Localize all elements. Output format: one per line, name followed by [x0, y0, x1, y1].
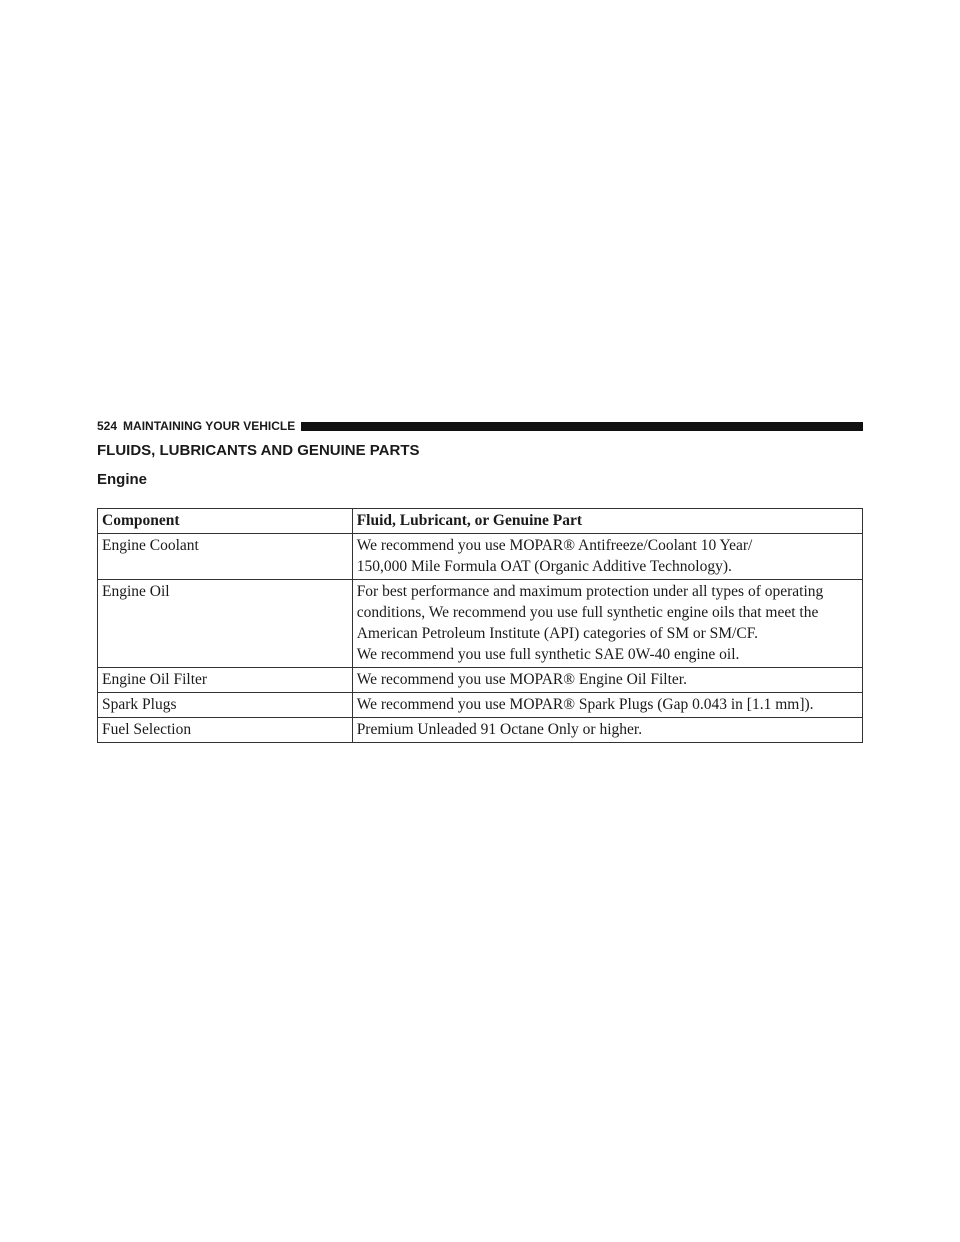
page-number: 524 — [97, 419, 118, 433]
page-header — [97, 418, 863, 434]
table-row — [98, 668, 863, 693]
row-fluid-line: We recommend you use MOPAR® Spark Plugs (Gap 0.043 in [1.1 mm]). — [356, 696, 814, 713]
row-fluid-line: 150,000 Mile Formula OAT (Organic Additive Technology). — [356, 558, 732, 575]
row-component: Spark Plugs — [98, 693, 353, 718]
section-title: FLUIDS, LUBRICANTS AND GENUINE PARTS — [97, 442, 420, 459]
row-fluid — [352, 534, 862, 580]
column-header-fluid: Fluid, Lubricant, or Genuine Part — [352, 509, 862, 534]
row-fluid-line: We recommend you use MOPAR® Antifreeze/Coolant 10 Year/ — [356, 537, 753, 554]
row-fluid — [352, 668, 862, 693]
subsection-title: Engine — [97, 471, 148, 488]
row-fluid — [352, 693, 862, 718]
table-header-row — [98, 509, 863, 534]
row-fluid — [352, 718, 862, 743]
table-row — [98, 718, 863, 743]
row-component: Engine Coolant — [98, 534, 353, 580]
row-fluid-line: Premium Unleaded 91 Octane Only or higher. — [356, 721, 643, 738]
row-fluid-line: We recommend you use full synthetic SAE 0W-40 engine oil. — [356, 646, 740, 663]
table-row — [98, 534, 863, 580]
header-rule — [301, 422, 863, 431]
column-header-component: Component — [98, 509, 353, 534]
row-fluid-line: American Petroleum Institute (API) categories of SM or SM/CF. — [356, 625, 758, 642]
row-component: Engine Oil Filter — [98, 668, 353, 693]
row-fluid-line: We recommend you use MOPAR® Engine Oil Filter. — [356, 671, 687, 688]
row-component: Fuel Selection — [98, 718, 353, 743]
row-component: Engine Oil — [98, 580, 353, 668]
row-fluid-line: conditions, We recommend you use full synthetic engine oils that meet the — [356, 604, 819, 621]
chapter-title: MAINTAINING YOUR VEHICLE — [123, 419, 296, 433]
row-fluid-line: For best performance and maximum protection under all types of operating — [356, 583, 824, 600]
table-row — [98, 693, 863, 718]
engine-fluids-table — [97, 508, 863, 743]
row-fluid — [352, 580, 862, 668]
table-row — [98, 580, 863, 668]
